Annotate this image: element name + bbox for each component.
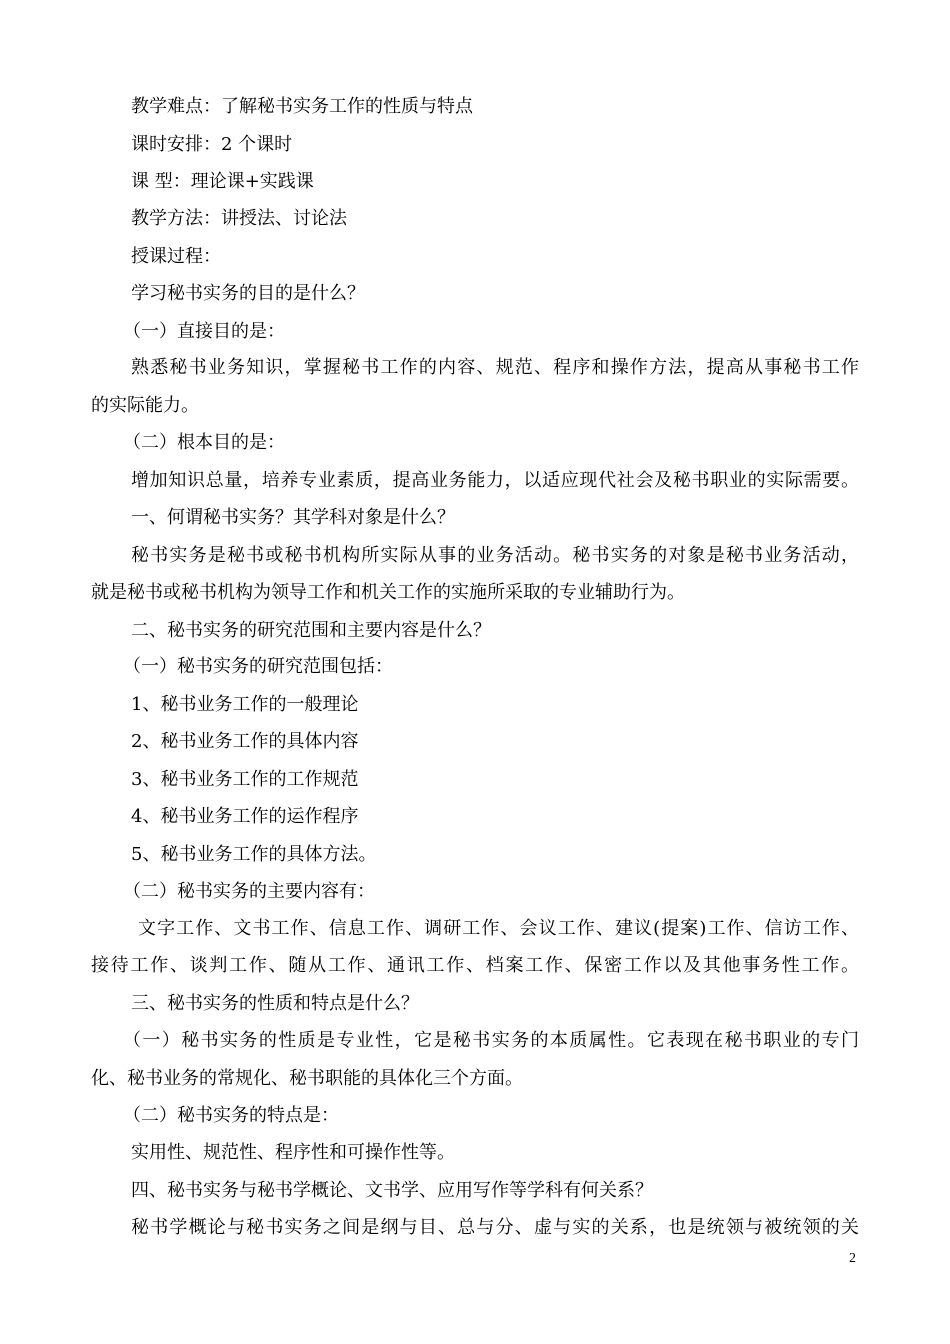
text-line: 一、何谓秘书实务？其学科对象是什么？	[131, 507, 455, 528]
text-line: 三、秘书实务的性质和特点是什么？	[131, 993, 419, 1014]
text-line: 熟悉秘书业务知识，掌握秘书工作的内容、规范、程序和操作方法，提高从事秘书工作	[131, 357, 859, 378]
text-line: （一）秘书实务的性质是专业性，它是秘书实务的本质属性。它表现在秘书职业的专门	[123, 1030, 859, 1051]
text-line: 课 型：理论课+实践课	[131, 171, 314, 192]
text-line: 二、秘书实务的研究范围和主要内容是什么？	[131, 620, 491, 641]
text-line: 的实际能力。	[91, 395, 199, 416]
text-line: 课时安排：2 个课时	[131, 134, 293, 155]
text-line: 教学难点：了解秘书实务工作的性质与特点	[131, 96, 473, 117]
text-line: 秘书学概论与秘书实务之间是纲与目、总与分、虚与实的关系，也是统领与被统领的关	[131, 1217, 859, 1238]
text-line: （二）秘书实务的特点是：	[123, 1105, 339, 1126]
page-number: 2	[849, 1251, 856, 1266]
text-line: 化、秘书业务的常规化、秘书职能的具体化三个方面。	[91, 1068, 523, 1089]
text-line: 4、秘书业务工作的运作程序	[131, 806, 359, 827]
text-line: 1、秘书业务工作的一般理论	[131, 694, 359, 715]
text-line: 教学方法：讲授法、讨论法	[131, 208, 347, 229]
text-line: 文字工作、文书工作、信息工作、调研工作、会议工作、建议(提案)工作、信访工作、	[138, 918, 859, 939]
text-line: 秘书实务是秘书或秘书机构所实际从事的业务活动。秘书实务的对象是秘书业务活动，	[131, 545, 859, 566]
text-line: 四、秘书实务与秘书学概论、文书学、应用写作等学科有何关系？	[131, 1180, 653, 1201]
text-line: 5、秘书业务工作的具体方法。	[131, 844, 377, 865]
text-line: （二）秘书实务的主要内容有：	[123, 881, 375, 902]
text-line: 接待工作、谈判工作、随从工作、通讯工作、档案工作、保密工作以及其他事务性工作。	[91, 955, 859, 976]
text-line: （一）秘书实务的研究范围包括：	[123, 656, 393, 677]
text-line: 2、秘书业务工作的具体内容	[131, 731, 359, 752]
text-line: （二）根本目的是：	[123, 432, 285, 453]
text-line: 授课过程：	[131, 246, 221, 267]
text-line: 就是秘书或秘书机构为领导工作和机关工作的实施所采取的专业辅助行为。	[91, 582, 685, 603]
text-line: 增加知识总量，培养专业素质，提高业务能力，以适应现代社会及秘书职业的实际需要。	[131, 470, 859, 491]
text-line: 3、秘书业务工作的工作规范	[131, 769, 359, 790]
text-line: （一）直接目的是：	[123, 321, 285, 342]
text-line: 实用性、规范性、程序性和可操作性等。	[131, 1142, 455, 1163]
text-line: 学习秘书实务的目的是什么？	[131, 283, 365, 304]
